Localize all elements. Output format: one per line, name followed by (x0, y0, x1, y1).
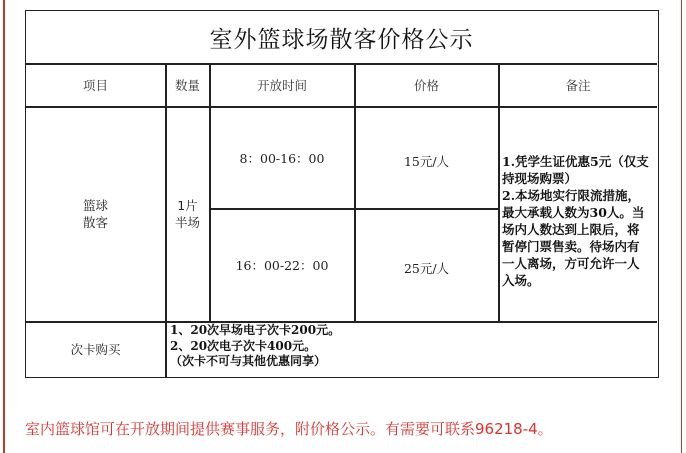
header-quantity: 数量 (174, 78, 200, 93)
header-item: 项目 (82, 78, 108, 93)
remarks-line: 2.本场地实行限流措施， (502, 188, 641, 203)
header-remarks: 备注 (565, 78, 591, 93)
price-morning: 15元/人 (403, 154, 450, 169)
quantity-cell (166, 107, 209, 321)
ticket-pass-line: 2、20次电子次卡400元。 (170, 338, 317, 353)
left-border-line (3, 0, 5, 453)
remarks-line: 暂停门票售卖。待场内有 (502, 239, 640, 254)
quantity-label: 半场 (174, 215, 200, 230)
right-border-line (681, 0, 682, 453)
open-time-morning: 8：00-16：00 (239, 150, 325, 166)
item-label: 篮球 (82, 198, 108, 213)
remarks-line: 1.凭学生证优惠5元（仅支 (502, 154, 649, 169)
ticket-pass-details (170, 323, 650, 370)
remarks-text (502, 153, 654, 289)
ticket-pass-label: 次卡购买 (70, 342, 121, 357)
open-time-evening: 16：00-22：00 (235, 258, 329, 273)
remarks-line: 最大承载人数为30人。当 (502, 205, 645, 220)
remarks-line: 持现场购票） (502, 171, 578, 186)
footer-note: 室内篮球馆可在开放期间提供赛事服务，附价格公示。有需要可联系96218-4。 (25, 420, 553, 438)
header-price: 价格 (413, 78, 439, 93)
table-title: 室外篮球场散客价格公示 (209, 26, 474, 53)
price-table (25, 10, 659, 378)
price-evening: 25元/人 (403, 261, 450, 276)
remarks-line: 场内人数达到上限后，将 (502, 222, 640, 237)
ticket-pass-line: （次卡不可与其他优惠同享） (170, 354, 327, 368)
item-label: 散客 (82, 215, 108, 230)
ticket-pass-line: 1、20次早场电子次卡200元。 (170, 323, 341, 337)
item-cell (26, 107, 165, 321)
remarks-line: 一人离场，方可允许一人 (502, 256, 640, 271)
quantity-label: 1片 (177, 198, 198, 213)
header-open-time: 开放时间 (256, 78, 307, 93)
remarks-line: 入场。 (502, 273, 540, 288)
